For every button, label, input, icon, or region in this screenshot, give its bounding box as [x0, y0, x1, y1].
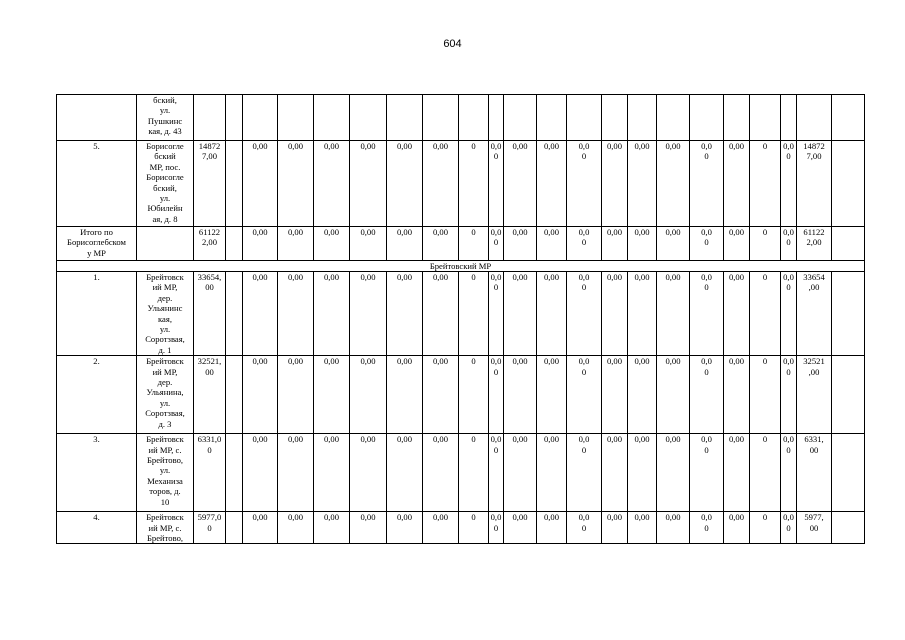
- value-cell: [423, 95, 459, 141]
- value-cell: 0,00: [387, 434, 423, 512]
- value-cell: [832, 141, 865, 227]
- value-cell: 0: [750, 356, 781, 434]
- value-cell: 0,00: [387, 356, 423, 434]
- table-row: [57, 356, 865, 434]
- value-cell: 0,00: [489, 227, 504, 261]
- value-cell: [459, 95, 489, 141]
- value-cell: 0,00: [489, 272, 504, 356]
- value-cell: [602, 95, 628, 141]
- value-cell: 0,00: [489, 512, 504, 544]
- section-title: Брейтовский МР: [57, 261, 865, 272]
- value-cell: [797, 95, 832, 141]
- value-cell: [226, 512, 243, 544]
- value-cell: 0,00: [350, 434, 387, 512]
- value-cell: 0,00: [724, 141, 750, 227]
- value-cell: 0,00: [243, 141, 278, 227]
- value-cell: 5977,0 0: [194, 512, 226, 544]
- value-cell: 0,00: [423, 356, 459, 434]
- value-cell: 14872 7,00: [194, 141, 226, 227]
- value-cell: 0,00: [278, 141, 314, 227]
- page-number: 604: [443, 38, 462, 50]
- value-cell: [278, 95, 314, 141]
- value-cell: 0,00: [423, 141, 459, 227]
- value-cell: 0,00: [602, 272, 628, 356]
- value-cell: [504, 95, 537, 141]
- address-cell: Брейтовск ий МР, дер. Ульянина, ул. Соротзвая, д. 3: [137, 356, 194, 434]
- address-cell: бский, ул. Пушкинс кая, д. 43: [137, 95, 194, 141]
- value-cell: 0,00: [423, 227, 459, 261]
- value-cell: [194, 95, 226, 141]
- value-cell: [750, 95, 781, 141]
- section-row: [57, 261, 865, 272]
- value-cell: 0,00: [387, 141, 423, 227]
- value-cell: 0,00: [314, 141, 350, 227]
- row-number-cell: 3.: [57, 434, 137, 512]
- value-cell: 0: [750, 141, 781, 227]
- value-cell: [832, 227, 865, 261]
- address-cell: Брейтовск ий МР, с. Брейтово, ул. Механиза торов, д. 10: [137, 434, 194, 512]
- value-cell: [489, 95, 504, 141]
- value-cell: 0,00: [537, 356, 567, 434]
- row-number-cell: [57, 95, 137, 141]
- address-cell: Борисогле бский МР, пос. Борисогле бский, ул. Юбилейн ая, д. 8: [137, 141, 194, 227]
- value-cell: 0,0 0: [690, 272, 724, 356]
- value-cell: 0,00: [602, 227, 628, 261]
- value-cell: [537, 95, 567, 141]
- value-cell: 0,00: [537, 512, 567, 544]
- value-cell: 0,0 0: [567, 434, 602, 512]
- value-cell: 0,00: [504, 512, 537, 544]
- value-cell: 0,00: [350, 512, 387, 544]
- table-row: [57, 434, 865, 512]
- value-cell: 0,00: [278, 272, 314, 356]
- value-cell: 0,00: [350, 272, 387, 356]
- value-cell: [832, 434, 865, 512]
- value-cell: 0: [750, 434, 781, 512]
- value-cell: 0,00: [781, 434, 797, 512]
- value-cell: 0,00: [350, 141, 387, 227]
- value-cell: 0,00: [314, 227, 350, 261]
- value-cell: 0,00: [602, 512, 628, 544]
- value-cell: 0: [750, 227, 781, 261]
- value-cell: 0,0 0: [567, 141, 602, 227]
- value-cell: [226, 227, 243, 261]
- value-cell: 0,0 0: [567, 356, 602, 434]
- value-cell: 0,00: [243, 356, 278, 434]
- value-cell: 0,00: [423, 434, 459, 512]
- value-cell: 0,00: [781, 227, 797, 261]
- value-cell: 0,00: [657, 272, 690, 356]
- value-cell: 0: [459, 356, 489, 434]
- value-cell: 6331,0 0: [194, 434, 226, 512]
- value-cell: 0: [459, 141, 489, 227]
- table-row: [57, 227, 865, 261]
- value-cell: 0,0 0: [690, 141, 724, 227]
- table-row: [57, 272, 865, 356]
- value-cell: [724, 95, 750, 141]
- value-cell: 0,00: [504, 434, 537, 512]
- table-row: [57, 95, 865, 141]
- value-cell: 0,00: [504, 227, 537, 261]
- value-cell: [567, 95, 602, 141]
- value-cell: [226, 141, 243, 227]
- value-cell: 32521 ,00: [797, 356, 832, 434]
- value-cell: 0,00: [724, 434, 750, 512]
- value-cell: 0,00: [537, 272, 567, 356]
- value-cell: 0: [459, 272, 489, 356]
- table-row: [57, 512, 865, 544]
- value-cell: 0,00: [504, 356, 537, 434]
- value-cell: 0,00: [537, 227, 567, 261]
- value-cell: 0,00: [724, 512, 750, 544]
- value-cell: [387, 95, 423, 141]
- value-cell: [350, 95, 387, 141]
- value-cell: [690, 95, 724, 141]
- value-cell: 0,00: [602, 356, 628, 434]
- value-cell: 0,00: [657, 141, 690, 227]
- value-cell: 0,00: [350, 356, 387, 434]
- value-cell: 0,00: [387, 227, 423, 261]
- row-number-cell: 2.: [57, 356, 137, 434]
- value-cell: 0,00: [314, 356, 350, 434]
- value-cell: 5977, 00: [797, 512, 832, 544]
- value-cell: [781, 95, 797, 141]
- value-cell: 0,00: [602, 141, 628, 227]
- value-cell: 14872 7,00: [797, 141, 832, 227]
- value-cell: 0,00: [724, 227, 750, 261]
- value-cell: 0,0 0: [567, 227, 602, 261]
- value-cell: [243, 95, 278, 141]
- row-number-cell: 4.: [57, 512, 137, 544]
- value-cell: 0,00: [781, 512, 797, 544]
- value-cell: 0,00: [628, 141, 657, 227]
- table-row: [57, 141, 865, 227]
- value-cell: 0,00: [724, 272, 750, 356]
- value-cell: 0,0 0: [690, 227, 724, 261]
- value-cell: 0,00: [489, 356, 504, 434]
- address-cell: [137, 227, 194, 261]
- value-cell: [832, 512, 865, 544]
- value-cell: 0,00: [657, 227, 690, 261]
- value-cell: 0,00: [387, 272, 423, 356]
- value-cell: 0,00: [628, 227, 657, 261]
- value-cell: 0,00: [243, 434, 278, 512]
- value-cell: 0,00: [243, 512, 278, 544]
- value-cell: 0: [459, 512, 489, 544]
- value-cell: 33654, 00: [194, 272, 226, 356]
- value-cell: 0,0 0: [567, 272, 602, 356]
- value-cell: 0,00: [278, 512, 314, 544]
- value-cell: 0,00: [657, 434, 690, 512]
- value-cell: 0: [459, 434, 489, 512]
- value-cell: 0,00: [489, 434, 504, 512]
- value-cell: [226, 95, 243, 141]
- value-cell: 0,00: [628, 512, 657, 544]
- value-cell: 0,00: [314, 434, 350, 512]
- value-cell: 0,00: [781, 356, 797, 434]
- value-cell: 0,00: [243, 272, 278, 356]
- value-cell: 0,00: [314, 272, 350, 356]
- value-cell: [226, 272, 243, 356]
- value-cell: [832, 356, 865, 434]
- value-cell: [314, 95, 350, 141]
- value-cell: [226, 356, 243, 434]
- value-cell: 0: [750, 272, 781, 356]
- value-cell: 0,00: [489, 141, 504, 227]
- value-cell: 0,00: [504, 272, 537, 356]
- value-cell: 0,00: [423, 512, 459, 544]
- value-cell: [226, 434, 243, 512]
- value-cell: 33654 ,00: [797, 272, 832, 356]
- value-cell: [832, 95, 865, 141]
- value-cell: 0: [459, 227, 489, 261]
- value-cell: 0,00: [278, 434, 314, 512]
- value-cell: 0,00: [423, 272, 459, 356]
- value-cell: 0,00: [657, 356, 690, 434]
- row-number-cell: 5.: [57, 141, 137, 227]
- value-cell: 61122 2,00: [194, 227, 226, 261]
- value-cell: 0,00: [724, 356, 750, 434]
- value-cell: 0,00: [504, 141, 537, 227]
- value-cell: 0,00: [628, 356, 657, 434]
- value-cell: 0,00: [628, 272, 657, 356]
- value-cell: 0,0 0: [690, 356, 724, 434]
- value-cell: 0,00: [602, 434, 628, 512]
- address-cell: Брейтовск ий МР, дер. Ульянинс кая, ул. Соротзвая, д. 1: [137, 272, 194, 356]
- value-cell: 0,00: [781, 272, 797, 356]
- value-cell: 0,00: [278, 227, 314, 261]
- value-cell: 0,00: [278, 356, 314, 434]
- address-cell: Брейтовск ий МР, с. Брейтово,: [137, 512, 194, 544]
- value-cell: 0,0 0: [567, 512, 602, 544]
- value-cell: [832, 272, 865, 356]
- value-cell: 0,00: [628, 434, 657, 512]
- value-cell: 0,00: [657, 512, 690, 544]
- value-cell: 0,0 0: [690, 434, 724, 512]
- row-number-cell: 1.: [57, 272, 137, 356]
- value-cell: 61122 2,00: [797, 227, 832, 261]
- value-cell: 0,0 0: [690, 512, 724, 544]
- value-cell: [657, 95, 690, 141]
- value-cell: 0,00: [537, 141, 567, 227]
- value-cell: 0,00: [387, 512, 423, 544]
- value-cell: 32521, 00: [194, 356, 226, 434]
- value-cell: 0,00: [243, 227, 278, 261]
- value-cell: 6331, 00: [797, 434, 832, 512]
- value-cell: 0,00: [350, 227, 387, 261]
- value-cell: 0: [750, 512, 781, 544]
- value-cell: 0,00: [314, 512, 350, 544]
- row-number-cell: Итого по Борисоглебском у МР: [57, 227, 137, 261]
- value-cell: 0,00: [781, 141, 797, 227]
- data-table: [56, 94, 865, 544]
- value-cell: 0,00: [537, 434, 567, 512]
- value-cell: [628, 95, 657, 141]
